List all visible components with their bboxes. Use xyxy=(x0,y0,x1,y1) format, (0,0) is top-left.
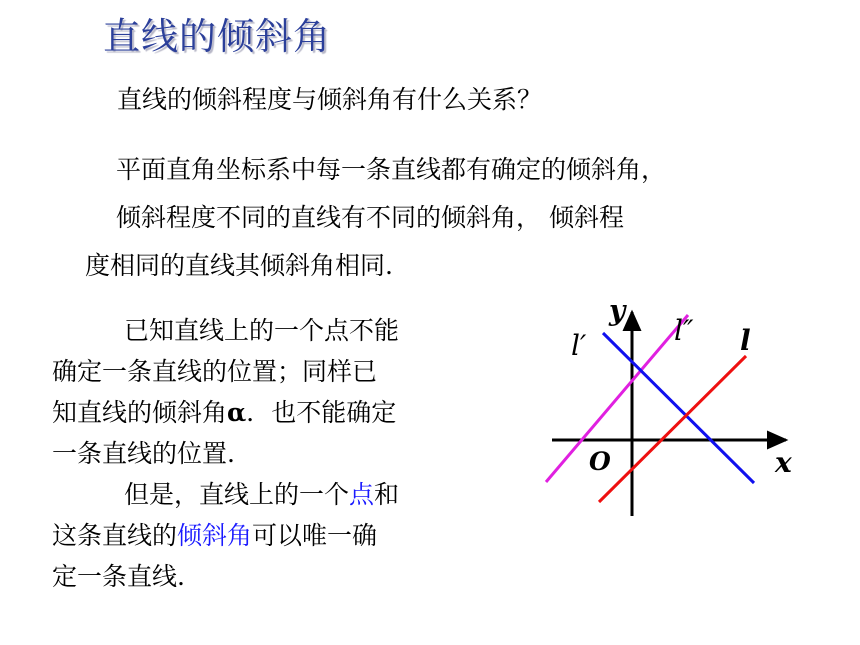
l-prime-label: l′ xyxy=(571,329,587,362)
l-double-prime-label: l″ xyxy=(674,314,694,347)
slide-title: 直线的倾斜角 xyxy=(103,15,331,58)
explanation-line-7: 定一条直线. xyxy=(52,562,185,591)
question-text: 直线的倾斜程度与倾斜角有什么关系？ xyxy=(117,85,543,114)
explanation-line-2: 确定一条直线的位置；同样已 xyxy=(52,357,378,386)
line-l-double-prime xyxy=(603,333,754,483)
explanation-line-3-post: ．也不能确定 xyxy=(246,398,397,427)
paragraph-line-2: 倾斜程度不同的直线有不同的倾斜角， 倾斜程 xyxy=(116,203,624,232)
highlight-point: 点 xyxy=(349,480,375,509)
explanation-line-6-post: 可以唯一确 xyxy=(252,521,378,550)
explanation-line-6-pre: 这条直线的 xyxy=(52,521,178,550)
l-label: l xyxy=(740,324,751,357)
alpha-symbol: α xyxy=(227,398,247,427)
paragraph-line-3: 度相同的直线其倾斜角相同. xyxy=(85,251,393,280)
line-l xyxy=(599,356,746,502)
x-axis-label: x xyxy=(775,446,792,479)
paragraph-line-1: 平面直角坐标系中每一条直线都有确定的倾斜角， xyxy=(116,155,667,184)
explanation-line-4: 一条直线的位置. xyxy=(52,439,235,468)
explanation-line-5-post: 和 xyxy=(374,480,400,509)
explanation-line-5-pre: 但是，直线上的一个 xyxy=(124,480,350,509)
explanation-line-1: 已知直线上的一个点不能 xyxy=(124,316,400,345)
y-axis-label: y xyxy=(609,294,626,327)
origin-label: O xyxy=(589,447,611,476)
line-l-prime xyxy=(546,315,688,482)
explanation-line-3-pre: 知直线的倾斜角 xyxy=(52,398,228,427)
highlight-inclination-angle: 倾斜角 xyxy=(177,521,253,550)
